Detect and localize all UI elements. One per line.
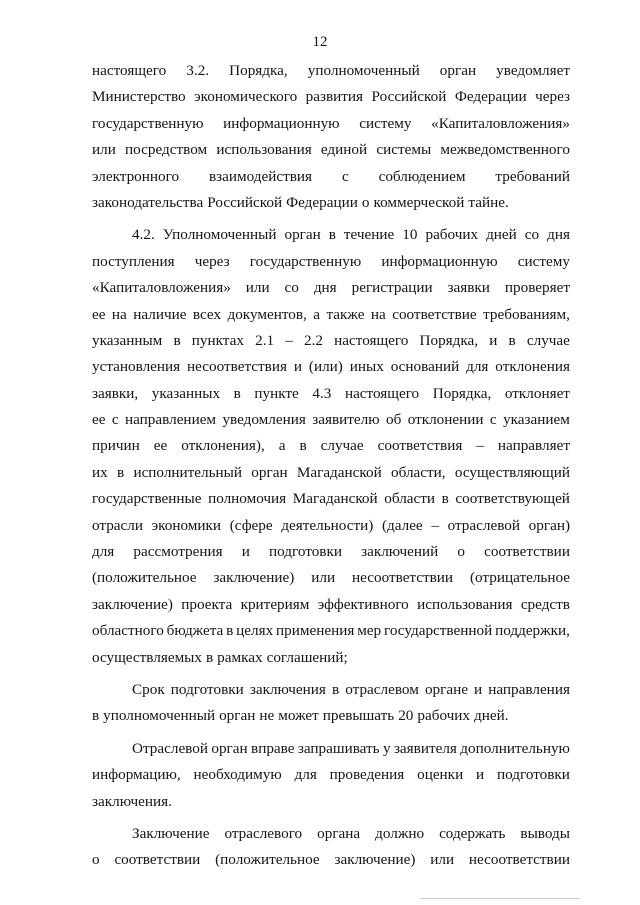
text-line: государственные полномочия Магаданской области в соответствующей: [92, 490, 570, 508]
text-line: законодательства Российской Федерации о коммерческой тайне.: [92, 193, 509, 211]
text-line: областного бюджета в целях применения мер государственной поддержки,: [92, 622, 570, 640]
text-line: указанным в пунктах 2.1 – 2.2 настоящего Порядка, и в случае: [92, 331, 570, 349]
paragraph: [92, 736, 570, 815]
text-line: для рассмотрения и подготовки заключений о соответствии: [92, 543, 570, 561]
text-line: или посредством использования единой системы межведомственного: [92, 141, 570, 159]
text-line: 4.2. Уполномоченный орган в течение 10 рабочих дней со дня: [132, 226, 570, 244]
text-line: государственную информационную систему «Капиталовложения»: [92, 114, 570, 132]
text-line: Срок подготовки заключения в отраслевом органе и направления: [132, 680, 570, 698]
text-line: ее на наличие всех документов, а также на соответствие требованиям,: [92, 305, 570, 323]
text-line: Заключение отраслевого органа должно содержать выводы: [132, 824, 570, 842]
text-line: причин ее отклонения), а в случае соответствия – направляет: [92, 437, 570, 455]
text-line: Министерство экономического развития Российской Федерации через: [92, 88, 570, 106]
paragraph: [92, 58, 570, 216]
text-line: заключение) проекта критериям эффективного использования средств: [92, 595, 570, 613]
text-line: поступления через государственную информационную систему: [92, 252, 570, 270]
text-line: установления несоответствия и (или) иных оснований для отклонения: [92, 358, 570, 376]
text-line: информацию, необходимую для проведения оценки и подготовки: [92, 766, 570, 784]
text-line: ее с направлением уведомления заявителю об отклонении с указанием: [92, 411, 570, 429]
text-line: в уполномоченный орган не может превышать 20 рабочих дней.: [92, 707, 509, 725]
text-line: заключения.: [92, 792, 172, 810]
paragraph: [92, 821, 570, 874]
text-line: Отраслевой орган вправе запрашивать у заявителя дополнительную: [132, 739, 570, 757]
text-line: осуществляемых в рамках соглашений;: [92, 648, 348, 666]
page-number: 12: [312, 34, 328, 50]
scan-edge-mark: [420, 898, 580, 899]
text-line: (положительное заключение) или несоответствии (отрицательное: [92, 569, 570, 587]
text-line: отрасли экономики (сфере деятельности) (далее – отраслевой орган): [92, 516, 570, 534]
paragraph: [92, 677, 570, 730]
text-line: настоящего 3.2. Порядка, уполномоченный орган уведомляет: [92, 62, 570, 79]
text-line: «Капиталовложения» или со дня регистрации заявки проверяет: [92, 279, 570, 297]
text-line: о соответствии (положительное заключение) или несоответствии: [92, 851, 570, 869]
paragraph: [92, 222, 570, 671]
text-line: заявки, указанных в пункте 4.3 настоящего Порядка, отклоняет: [92, 384, 570, 402]
text-line: электронного взаимодействия с соблюдением требований: [92, 167, 570, 185]
document-body: [92, 58, 570, 874]
text-line: их в исполнительный орган Магаданской области, осуществляющий: [92, 463, 570, 481]
